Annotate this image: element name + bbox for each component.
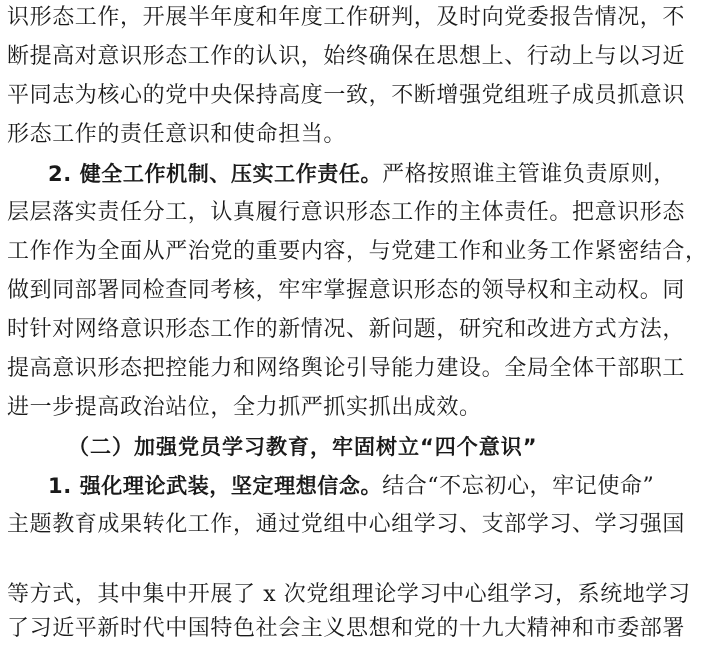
text-line: 识形态工作，开展半年度和年度工作研判，及时向党委报告情况，不 — [7, 5, 686, 30]
text-line: 工作作为全面从严治党的重要内容，与党建工作和业务工作紧密结合， — [7, 239, 708, 264]
text-line: 层层落实责任分工，认真履行意识形态工作的主体责任。把意识形态 — [7, 200, 686, 225]
text-line: 提高意识形态把控能力和网络舆论引导能力建设。全局全体干部职工 — [7, 356, 686, 381]
text-line: 进一步提高政治站位，全力抓严抓实抓出成效。 — [7, 395, 482, 420]
paragraph-3-text: 结合“不忘初心，牢记使命” — [382, 474, 655, 499]
text-line: 等方式，其中集中开展了 x 次党组理论学习中心组学习，系统地学习 — [7, 582, 691, 607]
section-heading: （二）加强党员学习教育，牢固树立“四个意识” — [68, 435, 538, 459]
text-line: 时针对网络意识形态工作的新情况、新问题，研究和改进方式方法， — [7, 317, 686, 342]
text-line: 了习近平新时代中国特色社会主义思想和党的十九大精神和市委部署 — [7, 616, 686, 641]
paragraph-3-first-line — [48, 468, 655, 504]
text-line: 形态工作的责任意识和使命担当。 — [7, 122, 347, 147]
text-line: 平同志为核心的党中央保持高度一致，不断增强党组班子成员抓意识 — [7, 83, 686, 108]
paragraph-2-first-line — [48, 156, 676, 192]
text-line: 做到同部署同检查同考核，牢牢掌握意识形态的领导权和主动权。同 — [7, 278, 686, 303]
paragraph-2-text: 严格按照谁主管谁负责原则， — [382, 162, 676, 187]
paragraph-3-title: 1. 强化理论武装，坚定理想信念。 — [48, 474, 383, 498]
text-line: 主题教育成果转化工作，通过党组中心组学习、支部学习、学习强国 — [7, 512, 686, 537]
paragraph-2-title: 2. 健全工作机制、压实工作责任。 — [48, 162, 383, 186]
text-line: 断提高对意识形态工作的认识，始终确保在思想上、行动上与以习近 — [7, 44, 686, 69]
